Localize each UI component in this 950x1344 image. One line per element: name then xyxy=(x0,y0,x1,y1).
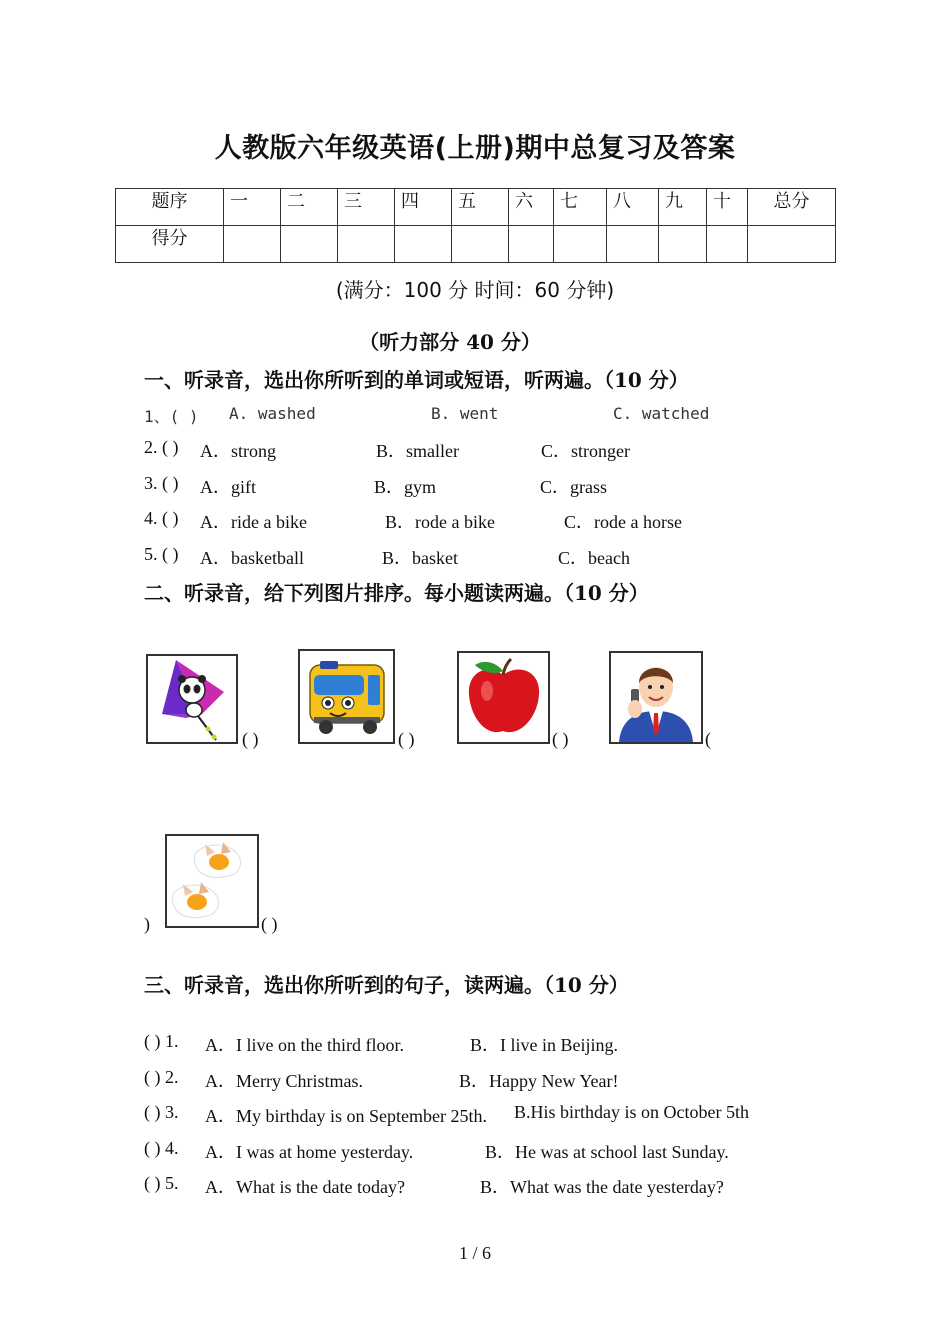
header-cell-6: 六 xyxy=(509,189,554,226)
s3-q3-option-a: A．My birthday is on September 25th. xyxy=(205,1106,487,1126)
score-table-score-row xyxy=(116,226,836,263)
s3-q5-number: ( ) 5. xyxy=(144,1173,179,1193)
full-score-note: (满分：100 分 时间：60 分钟) xyxy=(335,278,615,302)
s1-q4-option-c: C．rode a horse xyxy=(564,512,682,532)
score-cell[interactable] xyxy=(659,226,707,263)
header-cell-2: 二 xyxy=(281,189,338,226)
s1-q5-option-a: A．basketball xyxy=(200,548,304,568)
s3-q3-number: ( ) 3. xyxy=(144,1102,179,1122)
eggs-image xyxy=(165,834,259,928)
score-cell[interactable] xyxy=(554,226,607,263)
s3-q5-option-a: A．What is the date today? xyxy=(205,1177,405,1197)
s1-q5-option-b: B．basket xyxy=(382,548,458,568)
businessman-icon xyxy=(611,653,701,742)
s1-q5-option-c: C．beach xyxy=(558,548,630,568)
s3-q2-option-a: A．Merry Christmas. xyxy=(205,1071,363,1091)
s1-q1-number: 1、( ) xyxy=(144,407,199,426)
bus-image xyxy=(298,649,395,744)
section3-heading: 三、听录音，选出你所听到的句子，读两遍。（10 分） xyxy=(144,973,629,997)
header-cell-8: 八 xyxy=(607,189,659,226)
score-cell[interactable] xyxy=(395,226,452,263)
s3-q2-option-b: B．Happy New Year! xyxy=(459,1071,619,1091)
s1-q1-option-c: C. watched xyxy=(613,404,710,423)
s3-q2-number: ( ) 2. xyxy=(144,1067,179,1087)
order-answer-1[interactable]: ( ) xyxy=(242,729,259,749)
s3-q1-number: ( ) 1. xyxy=(144,1031,179,1051)
page-number: 1 / 6 xyxy=(458,1243,491,1263)
s1-q1-option-b: B. went xyxy=(431,404,499,423)
s1-q1-option-a: A. washed xyxy=(229,404,316,423)
s1-q3-number: 3. ( ) xyxy=(144,473,179,493)
score-cell[interactable] xyxy=(452,226,509,263)
page-title: 人教版六年级英语(上册)期中总复习及答案 xyxy=(214,133,736,164)
s1-q2-number: 2. ( ) xyxy=(144,437,179,457)
order-answer-4-close[interactable]: ) xyxy=(144,914,150,934)
s3-q4-option-a: A．I was at home yesterday. xyxy=(205,1142,414,1162)
order-answer-2[interactable]: ( ) xyxy=(398,729,415,749)
s1-q2-option-a: A．strong xyxy=(200,441,276,461)
s1-q3-option-b: B．gym xyxy=(374,477,437,497)
order-answer-4-open[interactable]: ( xyxy=(705,729,711,749)
s1-q2-option-c: C．stronger xyxy=(541,441,630,461)
header-cell-total: 总分 xyxy=(748,189,836,226)
score-cell[interactable] xyxy=(224,226,281,263)
score-table xyxy=(115,188,836,263)
section1-heading: 一、听录音，选出你所听到的单词或短语，听两遍。（10 分） xyxy=(144,368,689,392)
bus-icon xyxy=(300,651,393,742)
businessman-image xyxy=(609,651,703,744)
apple-image xyxy=(457,651,550,744)
s1-q4-number: 4. ( ) xyxy=(144,508,179,528)
header-cell-10: 十 xyxy=(707,189,748,226)
score-cell[interactable] xyxy=(607,226,659,263)
score-cell[interactable] xyxy=(748,226,836,263)
score-row-label: 得分 xyxy=(116,226,224,263)
header-cell-5: 五 xyxy=(452,189,509,226)
s1-q5-number: 5. ( ) xyxy=(144,544,179,564)
s1-q2-option-b: B．smaller xyxy=(376,441,459,461)
s3-q4-number: ( ) 4. xyxy=(144,1138,179,1158)
score-cell[interactable] xyxy=(281,226,338,263)
s1-q3-option-c: C．grass xyxy=(540,477,607,497)
kite-image xyxy=(146,654,238,744)
section2-heading: 二、听录音，给下列图片排序。每小题读两遍。（10 分） xyxy=(144,581,649,605)
s1-q4-option-a: A．ride a bike xyxy=(200,512,307,532)
s3-q3-option-b: B.His birthday is on October 5th xyxy=(514,1102,749,1122)
header-cell-1: 一 xyxy=(224,189,281,226)
s3-q1-option-b: B．I live in Beijing. xyxy=(470,1035,618,1055)
header-cell-9: 九 xyxy=(659,189,707,226)
s1-q3-option-a: A．gift xyxy=(200,477,256,497)
header-cell-4: 四 xyxy=(395,189,452,226)
header-cell-3: 三 xyxy=(338,189,395,226)
s1-q4-option-b: B．rode a bike xyxy=(385,512,495,532)
header-cell-order: 题序 xyxy=(116,189,224,226)
score-table-header-row xyxy=(116,189,836,226)
order-answer-3[interactable]: ( ) xyxy=(552,729,569,749)
kite-icon xyxy=(148,656,236,742)
header-cell-7: 七 xyxy=(554,189,607,226)
listening-part-note: （听力部分 40 分） xyxy=(359,330,541,354)
score-cell[interactable] xyxy=(338,226,395,263)
s3-q4-option-b: B．He was at school last Sunday. xyxy=(485,1142,729,1162)
score-cell[interactable] xyxy=(509,226,554,263)
s3-q1-option-a: A．I live on the third floor. xyxy=(205,1035,404,1055)
eggs-icon xyxy=(167,836,257,926)
score-cell[interactable] xyxy=(707,226,748,263)
apple-icon xyxy=(459,653,548,742)
order-answer-5[interactable]: ( ) xyxy=(261,914,278,934)
s3-q5-option-b: B．What was the date yesterday? xyxy=(480,1177,724,1197)
